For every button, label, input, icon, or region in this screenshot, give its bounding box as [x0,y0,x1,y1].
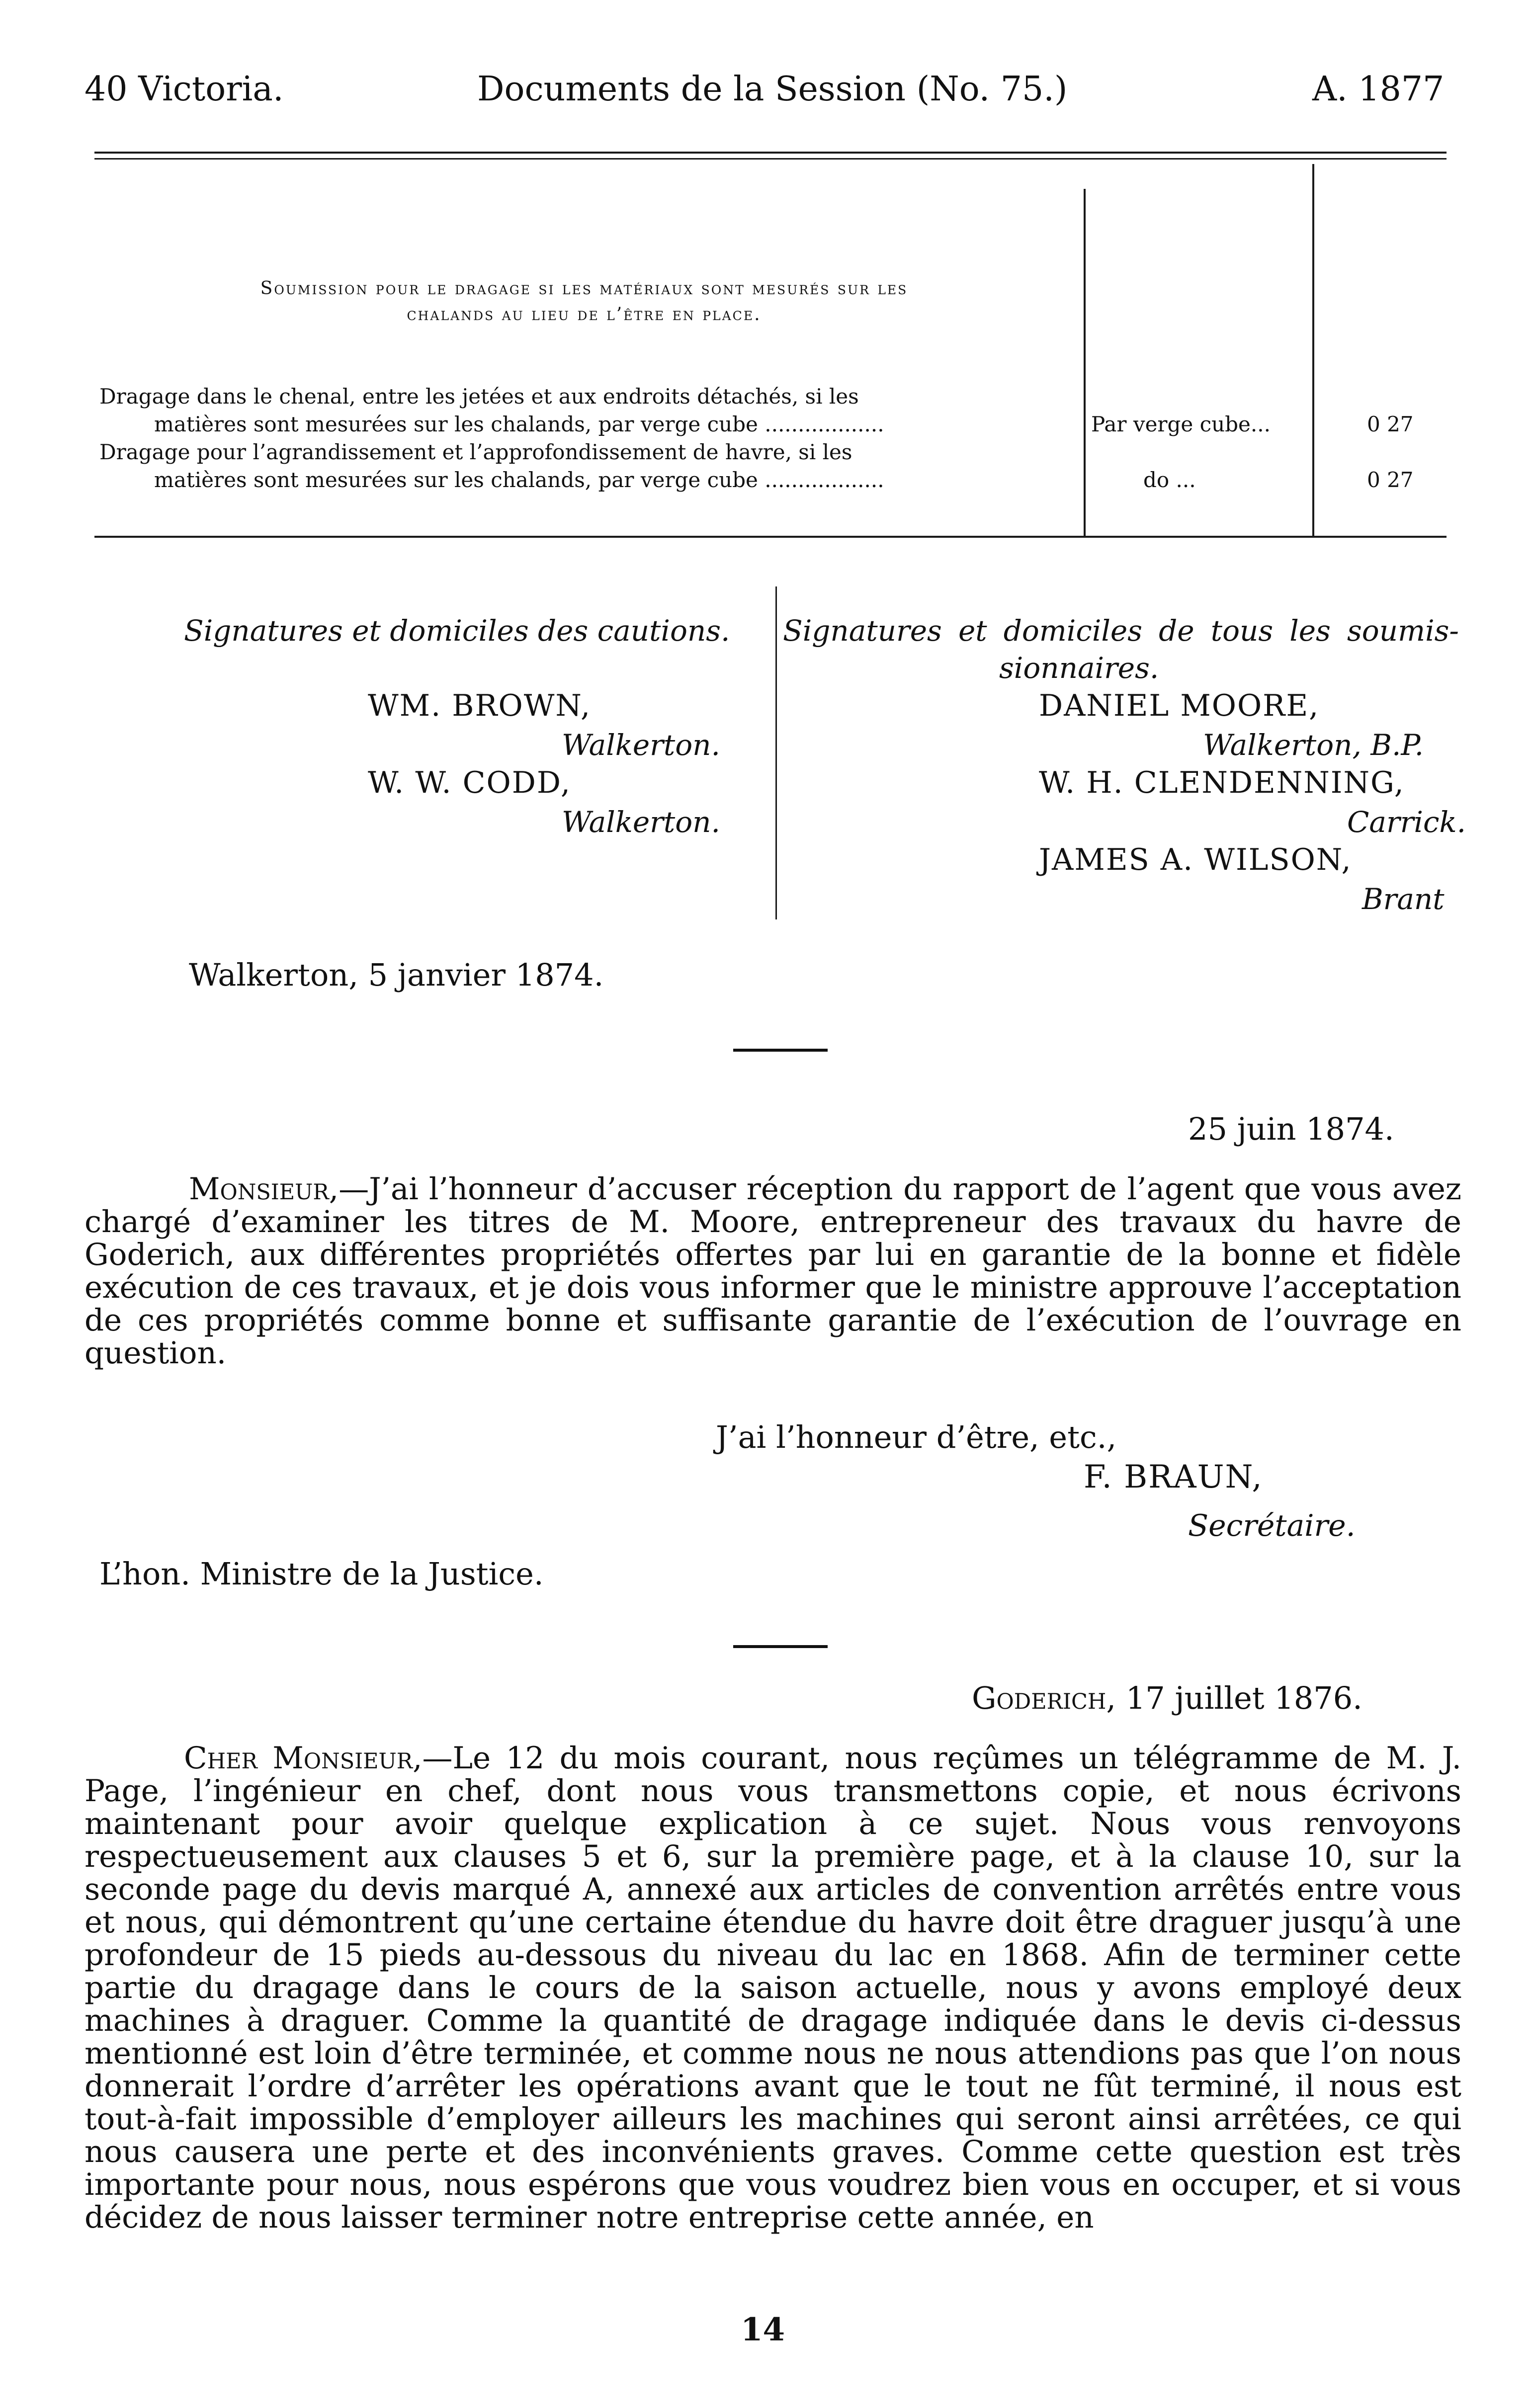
letter2-salutation: Cher Monsieur, [184,1741,423,1776]
soumissionnaire-place: Carrick. [1347,805,1466,839]
soumissionnaire-name: W. H. CLENDENNING, [1039,765,1405,800]
letter1-signer-title: Secrétaire. [1188,1508,1356,1543]
row-unit: Par verge cube... [1091,412,1271,436]
table-column-divider-1 [1084,189,1086,537]
letter1-body [85,1173,1461,1370]
caution-place: Walkerton. [562,728,720,762]
caution-name: W. W. CODD, [368,765,571,800]
soumissionnaire-place: Brant [1362,882,1445,916]
caution-place: Walkerton. [562,805,720,839]
soumissionnaire-name: JAMES A. WILSON, [1039,842,1352,877]
table-row [99,438,1079,494]
header-title: Documents de la Session (No. 75.) [477,70,1068,109]
soumissionnaires-title-line1: Signatures et domiciles de tous les soumis- [783,614,1459,648]
letter1-date: 25 juin 1874. [1188,1111,1394,1147]
table-heading-line2: chalands au lieu de l’être en place. [407,304,762,325]
soumissionnaire-name: DANIEL MOORE, [1039,688,1320,723]
letter2-text: —Le 12 du mois courant, nous reçûmes un télégramme de M. J. Page, l’ingénieur en chef, dont nous vous transmettons copie, et nous écrivons maintenant pour avoir quelque explication à ce sujet. Nous vous renvoyons respectueusement aux clauses 5 et 6, sur la première page, et à la clause 10, sur la seconde page du devis marqué A, annexé aux articles de convention arrêtés entre vous et nous, qui démontrent qu’une certaine étendue du havre doit être draguer jusqu’à une profondeur de 15 pieds au-dessous du niveau du lac en 1868. Afin de terminer cette partie du dragage dans le cours de la saison actuelle, nous y avons employé deux machines à draguer. Comme la quantité de dragage indiquée dans le devis ci-dessus mentionné est loin d’être terminée, et comme nous ne nous attendions pas que l’on nous donnerait l’ordre d’arrêter les opérations avant que le tout ne fût terminé, il nous est tout-à-fait impossible d’employer ailleurs les machines qui seront ainsi arrêtées, ce qui nous causera une perte et des inconvénients graves. Comme cette question est très importante pour nous, nous espérons que vous voudrez bien vous en occuper, et si vous décidez de nous laisser terminer notre entreprise cette année, en [85,1741,1461,2235]
letter1-closing: J’ai l’honneur d’être, etc., [716,1419,1117,1455]
letter2-body [85,1742,1461,2234]
letter2-date: 17 juillet 1876. [1125,1680,1362,1716]
letter1-signer: F. BRAUN, [1084,1459,1263,1495]
table-bottom-rule [94,536,1447,538]
row-unit: do ... [1143,468,1196,492]
signatures-divider [775,586,777,919]
row-desc-line1: Dragage dans le chenal, entre les jetées et aux endroits détachés, si les [99,384,859,409]
row-desc-line2: matières sont mesurées sur les chalands, par verge cube .................. [154,412,884,436]
row-desc-line2: matières sont mesurées sur les chalands, par verge cube .................. [154,468,884,492]
signatures-date: Walkerton, 5 janvier 1874. [189,957,604,993]
table-column-divider-2 [1312,164,1314,537]
soumissionnaire-place: Walkerton, B.P. [1203,728,1424,762]
header-rule-bottom [94,158,1447,160]
letter1-addressee: L’hon. Ministre de la Justice. [99,1556,544,1592]
soumissionnaires-title-line2: sionnaires. [999,651,1159,685]
row-price: 0 27 [1367,468,1414,492]
letter1-text: —J’ai l’honneur d’accuser réception du rapport de l’agent que vous avez chargé d’examiner les titres de M. Moore, entrepreneur des travaux du havre de Goderich, aux différentes propriétés offertes par lui en garantie de la bonne et fidèle exécution de ces travaux, et je dois vous informer que le ministre approuve l’acceptation de ces propriétés comme bonne et suffisante garantie de l’exécution de l’ouvrage en question. [85,1171,1461,1371]
table-row [99,383,1079,438]
letter2-place: Goderich, [972,1680,1116,1716]
header-year: A. 1877 [1312,70,1445,109]
row-price: 0 27 [1367,412,1414,436]
header-rule-top [94,152,1447,154]
row-desc-line1: Dragage pour l’agrandissement et l’approfondissement de havre, si les [99,440,852,464]
letter2-dateline [972,1680,1362,1716]
cautions-title: Signatures et domiciles des cautions. [184,614,730,648]
page-number: 14 [741,2311,785,2348]
table-heading-line1: Soumission pour le dragage si les matériaux sont mesurés sur les [260,278,908,299]
section-separator [733,1049,828,1052]
table-heading [89,276,1079,328]
letter1-salutation: Monsieur, [189,1171,339,1207]
header-volume: 40 Victoria. [85,70,284,109]
caution-name: WM. BROWN, [368,688,592,723]
section-separator [733,1645,828,1648]
